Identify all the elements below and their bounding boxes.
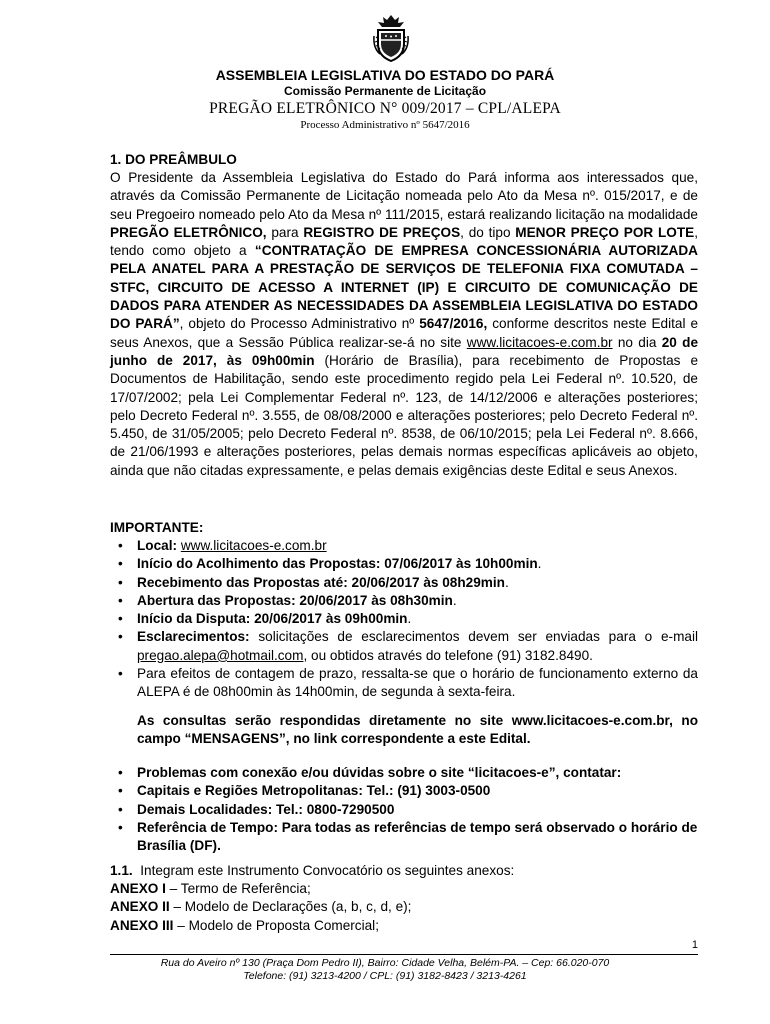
preamble-paragraph <box>110 169 698 480</box>
footer-phones: Telefone: (91) 3213-4200 / CPL: (91) 3182-8423 / 3213-4261 <box>243 970 527 982</box>
important-list <box>110 537 698 702</box>
footer-address: Rua do Aveiro nº 130 (Praça Dom Pedro II), Bairro: Cidade Velha, Belém-PA. – Cep: 66.020-070 <box>160 957 610 969</box>
bullet-icon: • <box>118 765 123 780</box>
object-description-bold: “CONTRATAÇÃO DE EMPRESA CONCESSIONÁRIA AUTORIZADA PELA ANATEL PARA A PRESTAÇÃO DE SERVIÇOS DE TELEFONIA FIXA COMUTADA – STFC, CIRCUITO DE ACESSO A INTERNET (IP) E CIRCUITO DE COMUNICAÇÃO DE DADOS PARA ATENDER AS NECESSIDADES DA ASSEMBLEIA LEGISLATIVA DO ESTADO DO PARÁ” <box>110 243 698 332</box>
annex-list <box>110 880 698 935</box>
preamble-text: para <box>266 224 304 240</box>
list-item <box>110 537 698 555</box>
bullet-icon: • <box>118 574 123 590</box>
list-item <box>110 801 698 819</box>
state-coat-of-arms-icon <box>372 14 410 62</box>
bullet-icon: • <box>118 592 123 608</box>
esclarecimentos-text: solicitações de esclarecimentos devem ser enviadas para o e-mail <box>249 629 698 645</box>
list-item <box>110 764 698 782</box>
bullet-icon: • <box>118 611 123 627</box>
preamble-text: , objeto do Processo Administrativo nº <box>179 316 420 332</box>
preamble-text: conforme descritos neste Edital e seus Anexos, que a Sessão Pública realizar-se-á no site <box>110 316 699 350</box>
process-number-bold: 5647/2016, <box>419 316 488 332</box>
annex-item <box>110 898 698 916</box>
prazo-text: Para efeitos de contagem de prazo, ressalta-se que o horário de funcionamento externo da ALEPA é de 08h00min às 14h00min, de segunda à sexta-feira. <box>137 666 698 700</box>
list-item <box>110 782 698 800</box>
consultas-notice: As consultas serão respondidas diretamente no site www.licitacoes-e.com.br, no campo “MENSAGENS”, no link correspondente a este Edital. <box>137 713 698 747</box>
annex-label: ANEXO I <box>110 881 166 896</box>
section-1-1-text: Integram este Instrumento Convocatório os seguintes anexos: <box>132 863 515 878</box>
footer-divider <box>110 954 698 955</box>
annex-label: ANEXO II <box>110 899 170 915</box>
esclarecimentos-label: Esclarecimentos: <box>137 629 250 645</box>
punctuation: . <box>504 574 509 590</box>
list-item <box>110 665 698 702</box>
referencia-tempo-text: Referência de Tempo: Para todas as referências de tempo será observado o horário de Brasília (DF). <box>137 819 698 854</box>
bullet-icon: • <box>118 819 123 835</box>
bullet-icon: • <box>118 556 123 572</box>
preamble-text: no dia <box>612 334 662 350</box>
annex-text: – Modelo de Proposta Comercial; <box>173 917 379 933</box>
bullet-icon: • <box>118 783 123 799</box>
assembly-name-heading: ASSEMBLEIA LEGISLATIVA DO ESTADO DO PARÁ <box>215 67 555 83</box>
preamble-text: (Horário de Brasília), para recebimento de Propostas e Documentos de Habilitação, sendo este procedimento regido pela Lei Federal nº. 10.520, de 17/07/2002; pela Lei Complementar Federal nº. 123, de 14/12/2006 e alterações posteriores; pelo Decreto Federal nº. 3.555, de 08/08/2000 e alterações posteriores; pelo Decreto Federal nº. 5.450, de 31/05/2005; pelo Decreto Federal nº. 8538, de 06/10/2015; pela Lei Federal nº. 8.666, de 21/06/1993 e alterações posteriores, pelas demais normas específicas aplicáveis ao objeto, ainda que não citadas expressamente, e pelas demais exigências deste Edital e seus Anexos. <box>110 352 699 478</box>
menor-preco-bold: MENOR PREÇO POR LOTE <box>515 224 695 240</box>
punctuation: . <box>537 556 542 572</box>
localidades-text: Demais Localidades: Tel.: 0800-7290500 <box>137 801 395 817</box>
bullet-icon: • <box>118 801 123 817</box>
recebimento-text: Recebimento das Propostas até: 20/06/2017 às 08h29min <box>137 574 505 590</box>
list-item <box>110 555 698 573</box>
annex-item <box>110 917 698 935</box>
list-item <box>110 610 698 628</box>
list-item <box>110 574 698 592</box>
commission-subheading: Comissão Permanente de Licitação <box>283 84 487 98</box>
local-label: Local: <box>137 538 178 553</box>
abertura-label: Abertura das Propostas <box>137 592 292 608</box>
annex-item <box>110 880 698 898</box>
bullet-icon: • <box>118 629 123 645</box>
list-item <box>110 628 698 665</box>
preamble-text: , do tipo <box>460 224 516 240</box>
page-number: 1 <box>691 939 698 951</box>
support-list <box>110 764 698 855</box>
annex-text: – Modelo de Declarações (a, b, c, d, e); <box>169 899 412 915</box>
important-title: IMPORTANTE: <box>110 520 204 535</box>
preamble-text: , tendo como objeto a <box>110 224 699 259</box>
problemas-text: Problemas com conexão e/ou dúvidas sobre o site “licitacoes-e”, contatar: <box>137 765 622 780</box>
abertura-colon: : 20/06/2017 às 08h30min <box>291 592 453 608</box>
annex-text: – Termo de Referência; <box>165 881 311 896</box>
preamble-text: O Presidente da Assembleia Legislativa do Estado do Pará informa aos interessados que, através da Comissão Permanente de Licitação nomeada pelo Ato da Mesa nº. 015/2017, e de seu Pregoeiro nomeado pelo Ato da Mesa nº 111/2015, estará realizando licitação na modalidade <box>110 170 698 222</box>
registro-precos-bold: REGISTRO DE PREÇOS <box>303 224 461 240</box>
process-number: Processo Administrativo nº 5647/2016 <box>300 119 470 131</box>
list-item <box>110 592 698 610</box>
list-item <box>110 819 698 856</box>
section-1-1-number: 1.1. <box>110 863 133 878</box>
section-1-title: 1. DO PREÂMBULO <box>110 152 237 167</box>
bullet-icon: • <box>118 666 123 682</box>
annex-label: ANEXO III <box>110 917 174 933</box>
bullet-icon: • <box>118 538 123 553</box>
local-link[interactable]: www.licitacoes-e.com.br <box>180 538 327 553</box>
punctuation: . <box>452 592 457 608</box>
section-1-1 <box>110 862 698 880</box>
acolhimento-text: Início do Acolhimento das Propostas: 07/06/2017 às 10h00min <box>137 556 538 572</box>
session-date-bold: 20 de junho de 2017, às 09h00min <box>110 334 699 368</box>
licitacoes-site-link[interactable]: www.licitacoes-e.com.br <box>466 334 613 350</box>
esclarecimentos-rest: , ou obtidos através do telefone (91) 3182.8490. <box>303 647 593 663</box>
capitais-text: Capitais e Regiões Metropolitanas: Tel.: (91) 3003-0500 <box>137 783 491 799</box>
modality-bold: PREGÃO ELETRÔNICO, <box>110 224 267 240</box>
disputa-text: Início da Disputa: 20/06/2017 às 09h00min <box>137 611 408 627</box>
pregao-title: PREGÃO ELETRÔNICO N° 009/2017 – CPL/ALEPA <box>209 100 561 117</box>
punctuation: . <box>407 611 412 627</box>
email-link[interactable]: pregao.alepa@hotmail.com <box>137 647 304 663</box>
